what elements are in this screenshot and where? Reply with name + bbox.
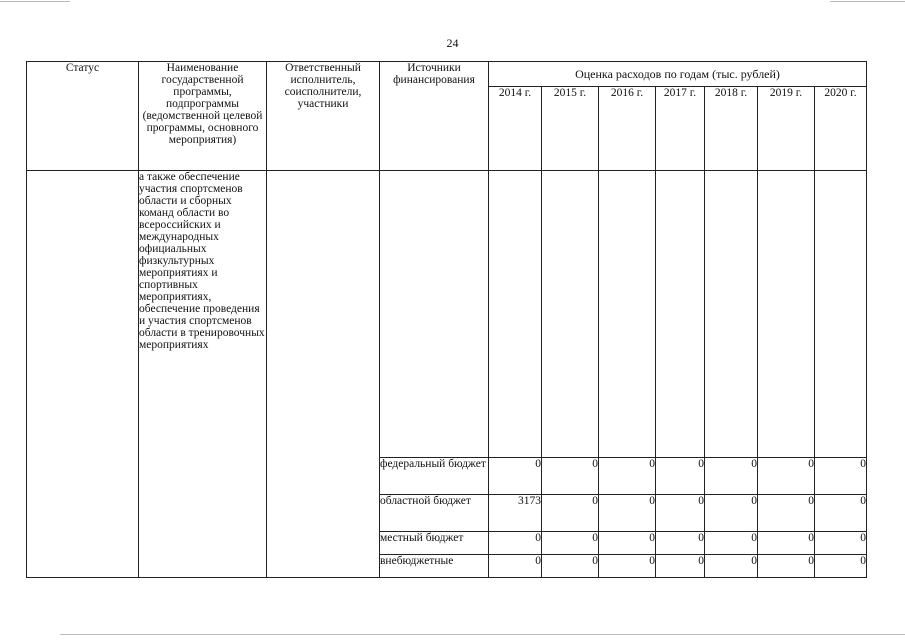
source-label: внебюджетные <box>380 555 489 578</box>
expenses-table <box>26 61 867 578</box>
empty-cell <box>542 171 599 458</box>
value-cell: 0 <box>542 495 599 532</box>
header-year: 2020 г. <box>815 87 867 171</box>
value-cell: 0 <box>656 458 705 495</box>
value-cell: 0 <box>758 555 815 578</box>
empty-cell <box>380 171 489 458</box>
program-name-cell: а также обеспечение участия спортсменов области и сборных команд области во всероссийских и международных официальных физкультурных мероприятиях и спортивных мероприятиях, обеспечение проведения и участия спортсменов области в тренировочных мероприятиях <box>139 171 267 578</box>
header-year: 2019 г. <box>758 87 815 171</box>
header-program-name: Наименование государственной программы, подпрограммы (ведомственной целевой программы, основного мероприятия) <box>139 62 267 171</box>
header-year: 2016 г. <box>599 87 656 171</box>
responsible-cell <box>267 171 380 578</box>
value-cell: 0 <box>599 458 656 495</box>
scan-artifact-bottom <box>60 634 905 635</box>
source-label: местный бюджет <box>380 532 489 555</box>
empty-cell <box>705 171 758 458</box>
header-status: Статус <box>27 62 139 171</box>
value-cell: 3173 <box>489 495 542 532</box>
empty-cell <box>656 171 705 458</box>
header-year: 2017 г. <box>656 87 705 171</box>
value-cell: 0 <box>758 458 815 495</box>
value-cell: 0 <box>489 458 542 495</box>
page-number: 24 <box>446 36 459 50</box>
value-cell: 0 <box>542 532 599 555</box>
value-cell: 0 <box>815 495 867 532</box>
value-cell: 0 <box>656 495 705 532</box>
value-cell: 0 <box>542 458 599 495</box>
value-cell: 0 <box>705 458 758 495</box>
value-cell: 0 <box>542 555 599 578</box>
source-label: областной бюджет <box>380 495 489 532</box>
header-year: 2014 г. <box>489 87 542 171</box>
header-year: 2015 г. <box>542 87 599 171</box>
empty-cell <box>489 171 542 458</box>
value-cell: 0 <box>705 532 758 555</box>
value-cell: 0 <box>758 532 815 555</box>
empty-cell <box>815 171 867 458</box>
header-row-1 <box>27 62 867 87</box>
value-cell: 0 <box>758 495 815 532</box>
value-cell: 0 <box>815 458 867 495</box>
source-label: федеральный бюджет <box>380 458 489 495</box>
value-cell: 0 <box>599 495 656 532</box>
status-cell <box>27 171 139 578</box>
value-cell: 0 <box>599 532 656 555</box>
value-cell: 0 <box>489 532 542 555</box>
value-cell: 0 <box>815 532 867 555</box>
value-cell: 0 <box>489 555 542 578</box>
value-cell: 0 <box>815 555 867 578</box>
header-responsible: Ответственный исполнитель, соисполнители, участники <box>267 62 380 171</box>
value-cell: 0 <box>656 555 705 578</box>
empty-cell <box>599 171 656 458</box>
value-cell: 0 <box>705 555 758 578</box>
scan-artifact-top-right <box>830 1 905 2</box>
value-cell: 0 <box>599 555 656 578</box>
header-year: 2018 г. <box>705 87 758 171</box>
scan-artifact-top-left <box>0 1 70 2</box>
value-cell: 0 <box>705 495 758 532</box>
description-row <box>27 171 867 458</box>
value-cell: 0 <box>656 532 705 555</box>
empty-cell <box>758 171 815 458</box>
header-expenses-by-year: Оценка расходов по годам (тыс. рублей) <box>489 62 867 87</box>
header-funding-sources: Источники финансирования <box>380 62 489 171</box>
